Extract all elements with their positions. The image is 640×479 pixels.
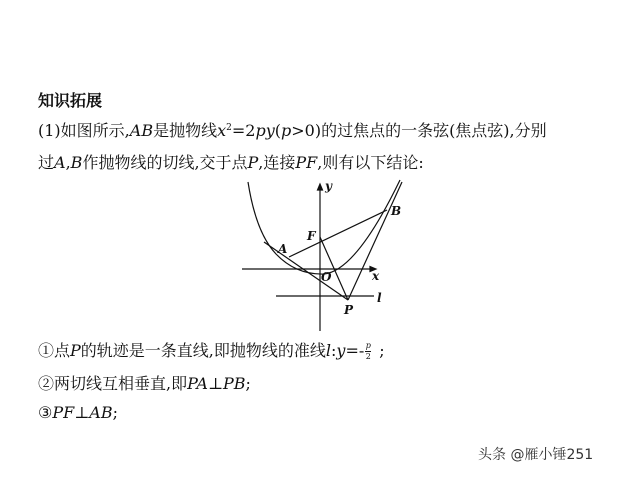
text: (1)如图所示,	[38, 121, 130, 140]
math-PF: PF	[295, 153, 318, 172]
y-axis-arrow	[318, 184, 323, 190]
text: :	[331, 341, 337, 360]
fraction-numerator: p	[365, 341, 371, 350]
text: ,则有以下结论:	[317, 153, 424, 172]
conclusion-2	[38, 371, 251, 394]
text: 作抛物线的切线,交于点	[82, 153, 248, 172]
superscript-2: 2	[226, 123, 232, 133]
chord-AB	[289, 210, 387, 257]
paragraph-line-1	[38, 118, 547, 141]
text: =-	[345, 341, 365, 360]
math-py: py	[255, 121, 275, 140]
paragraph-line-2	[38, 150, 424, 173]
math-A: A	[54, 153, 66, 172]
label-B: B	[391, 204, 402, 218]
text: (	[274, 121, 281, 140]
fraction-denominator: 2	[365, 352, 371, 361]
perp-symbol: ⊥	[207, 374, 224, 393]
math-PA: PA	[187, 374, 208, 393]
text: 两切线互相垂直,即	[54, 374, 188, 393]
label-y: y	[325, 179, 332, 193]
watermark: 头条 @雁小锤251	[478, 447, 594, 463]
math-B: B	[70, 153, 83, 172]
math-P: P	[247, 153, 259, 172]
math-P: P	[70, 341, 81, 360]
math-AB: AB	[89, 403, 113, 422]
math-p: p	[280, 121, 292, 140]
text: 是抛物线	[153, 121, 218, 140]
math-l: l	[325, 341, 332, 360]
math-PB: PB	[223, 374, 246, 393]
parabola-curve	[248, 180, 400, 274]
text: ;	[112, 403, 118, 422]
circled-number-3: ③	[38, 403, 53, 422]
text: ,	[65, 153, 71, 172]
label-F: F	[307, 229, 316, 243]
text: 的轨迹是一条直线,即抛物线的准线	[80, 341, 326, 360]
circled-number-1: ①	[38, 341, 55, 360]
math-PF: PF	[52, 403, 75, 422]
text: 点	[54, 341, 71, 360]
perp-symbol: ⊥	[74, 403, 90, 422]
conclusion-1	[38, 338, 385, 361]
math-AB: AB	[129, 121, 154, 140]
text: ;	[245, 374, 251, 393]
text: =2	[231, 121, 256, 140]
label-A: A	[278, 242, 288, 256]
circled-number-2: ②	[38, 374, 55, 393]
text: ;	[379, 341, 385, 360]
math-y: y	[336, 341, 346, 360]
section-heading: 知识拓展	[38, 91, 103, 110]
label-P: P	[344, 303, 354, 317]
text: 过	[38, 153, 55, 172]
text: ,连接	[258, 153, 296, 172]
label-l: l	[377, 291, 382, 305]
label-x: x	[372, 269, 380, 283]
parabola-diagram	[236, 178, 402, 333]
label-O: O	[321, 270, 332, 284]
conclusion-3	[38, 403, 118, 422]
math-x: x	[217, 121, 227, 140]
fraction-p-over-2	[365, 342, 371, 361]
text: >0)的过焦点的一条弦(焦点弦),分别	[291, 121, 547, 140]
